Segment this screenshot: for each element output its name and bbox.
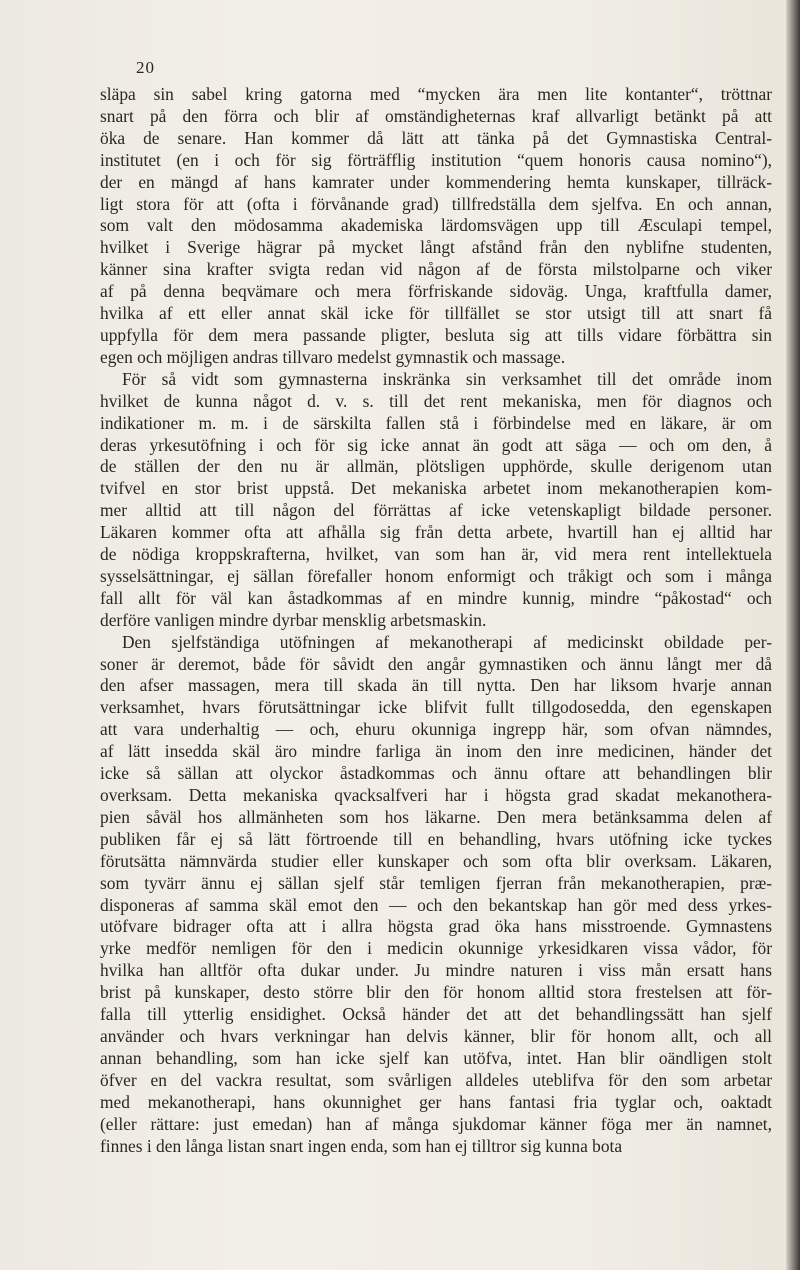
paragraph (100, 632, 772, 1158)
text-line: hvilket i Sverige hägrar på mycket långt afstånd från den nyblifne studenten, (100, 237, 772, 258)
text-line: uppfylla för dem mera passande pligter, besluta sig att tills vidare förbättra sin (100, 324, 772, 345)
text-line: af lätt insedda skäl äro mindre farliga än inom den inre medicinen, händer det (100, 741, 772, 762)
text-line: finnes i den långa listan snart ingen enda, som han ej tilltror sig kunna bota (100, 1135, 623, 1156)
text-line: utöfvare bidrager ofta att i allra högsta grad öka hans misstroende. Gymnastens (100, 916, 772, 937)
text-line: (eller rättare: just emedan) han af många sjukdomar känner föga mer än namnet, (100, 1113, 772, 1134)
text-line: använder och hvars verkningar han delvis känner, blir för honom allt, och all (100, 1025, 772, 1046)
text-line: mer alltid att till någon del förrättas af icke vetenskapligt bildade personer. (100, 500, 772, 521)
text-line: soner är deremot, både för såvidt den angår gymnastiken och ännu långt mer då (100, 653, 772, 674)
text-line: släpa sin sabel kring gatorna med “mycken ära men lite kontanter“, tröttnar (100, 84, 772, 104)
page-edge-shadow (786, 0, 800, 1270)
text-line: Läkaren kommer ofta att afhålla sig från detta arbete, hvartill han ej alltid har (100, 522, 772, 543)
text-line: känner sina krafter svigta redan vid någon af de första milstolparne och viker (100, 259, 772, 280)
paragraph (100, 84, 772, 369)
text-line: som valt den mödosamma akademiska lärdomsvägen upp till Æsculapi tempel, (100, 215, 772, 236)
text-line: der en mängd af hans kamrater under kommendering hemta kunskaper, tillräck- (100, 171, 772, 192)
text-line: af på denna beqvämare och mera förfriskande sidoväg. Unga, kraftfulla damer, (100, 281, 772, 302)
text-line: yrke medför nemligen för den i medicin okunnige yrkesidkaren vissa vådor, för (100, 938, 772, 959)
text-line: Den sjelfständiga utöfningen af mekanotherapi af medicinskt obildade per- (122, 631, 772, 652)
text-line: icke så sällan att olyckor åstadkommas och ännu oftare att behandlingen blir (100, 763, 772, 784)
text-line: overksam. Detta mekaniska qvacksalfveri har i högsta grad skadat mekanothera- (100, 785, 772, 805)
text-line: öfver en del vackra resultat, som svårligen alldeles uteblifva för den som arbetar (100, 1069, 772, 1090)
page-number: 20 (136, 58, 155, 77)
text-line: annan behandling, som han icke sjelf kan utöfva, intet. Han blir oändligen stolt (100, 1047, 772, 1068)
text-line: de ställen der den nu är allmän, plötsligen upphörde, skulle derigenom utan (100, 456, 772, 477)
text-line: För så vidt som gymnasterna inskränka sin verksamhet till det område inom (122, 368, 772, 389)
body-text (100, 84, 772, 1157)
text-line: verksamhet, hvars förutsättningar icke blifvit fullt tillgodosedda, den egenskapen (100, 697, 772, 718)
text-line: tvifvel en stor brist uppstå. Det mekaniska arbetet inom mekanotherapien kom- (100, 478, 772, 499)
text-line: egen och möjligen andras tillvaro medelst gymnastik och massage. (100, 346, 566, 367)
text-line: den afser massagen, mera till skada än till nytta. Den har liksom hvarje annan (100, 675, 772, 696)
text-line: brist på kunskaper, desto större blir den för honom alltid stora frestelsen att för- (100, 982, 772, 1003)
paragraph (100, 369, 772, 632)
text-line: disponeras af samma skäl emot den — och den bekantskap han gör med dess yrkes- (100, 894, 772, 915)
text-line: de nödiga kroppskrafterna, hvilket, van som han är, vid mera rent intellektuela (100, 544, 772, 565)
text-line: pien såväl hos allmänheten som hos läkarne. Den mera betänksamma delen af (100, 806, 772, 827)
text-line: sysselsättningar, ej sällan förefaller honom enformigt och tråkigt och som i många (100, 565, 772, 586)
text-line: förutsätta nämnvärda studier eller kunskaper och som ofta blir overksam. Läkaren, (100, 850, 772, 871)
text-line: indikationer m. m. i de särskilta fallen stå i förbindelse med en läkare, är om (100, 412, 772, 433)
text-line: deras yrkesutöfning i och för sig icke annat än godt att säga — och om den, å (100, 434, 772, 455)
text-line: derföre vanligen mindre dyrbar mensklig arbetsmaskin. (100, 609, 487, 630)
text-line: institutet (en i och för sig förträfflig institution “quem honoris causa nomino“), (100, 149, 772, 170)
text-line: snart på den förra och blir af omständigheternas kraf allvarligt betänkt på att (100, 105, 772, 126)
text-line: falla till ytterlig ensidighet. Också händer det att det behandlingssätt han sjelf (100, 1004, 772, 1025)
text-line: hvilket de kunna något d. v. s. till det rent mekaniska, men för diagnos och (100, 390, 772, 411)
text-line: ligt stora för att (ofta i förvånande grad) tillfredställa dem sjelfva. En och annan, (100, 193, 772, 214)
text-line: som tyvärr ännu ej sällan sjelf står temligen fjerran från mekanotherapien, præ- (100, 872, 772, 893)
text-line: med mekanotherapi, hans okunnighet ger hans fantasi fria tyglar och, oaktadt (100, 1091, 772, 1112)
text-line: hvilka af ett eller annat skäl icke för tillfället se stor utsigt till att snart få (100, 303, 772, 324)
text-line: publiken får ej så lätt förtroende till en behandling, hvars utöfning icke tyckes (100, 828, 772, 849)
text-line: öka de senare. Han kommer då lätt att tänka på det Gymnastiska Central- (100, 127, 772, 148)
text-line: fall allt för väl kan åstadkommas af en mindre kunnig, mindre “påkostad“ och (100, 587, 772, 608)
text-line: hvilka han alltför ofta dukar under. Ju mindre naturen i viss mån ersatt hans (100, 960, 772, 981)
text-line: att vara underhaltig — och, ehuru okunniga ingrepp här, som ofvan nämndes, (100, 719, 772, 740)
